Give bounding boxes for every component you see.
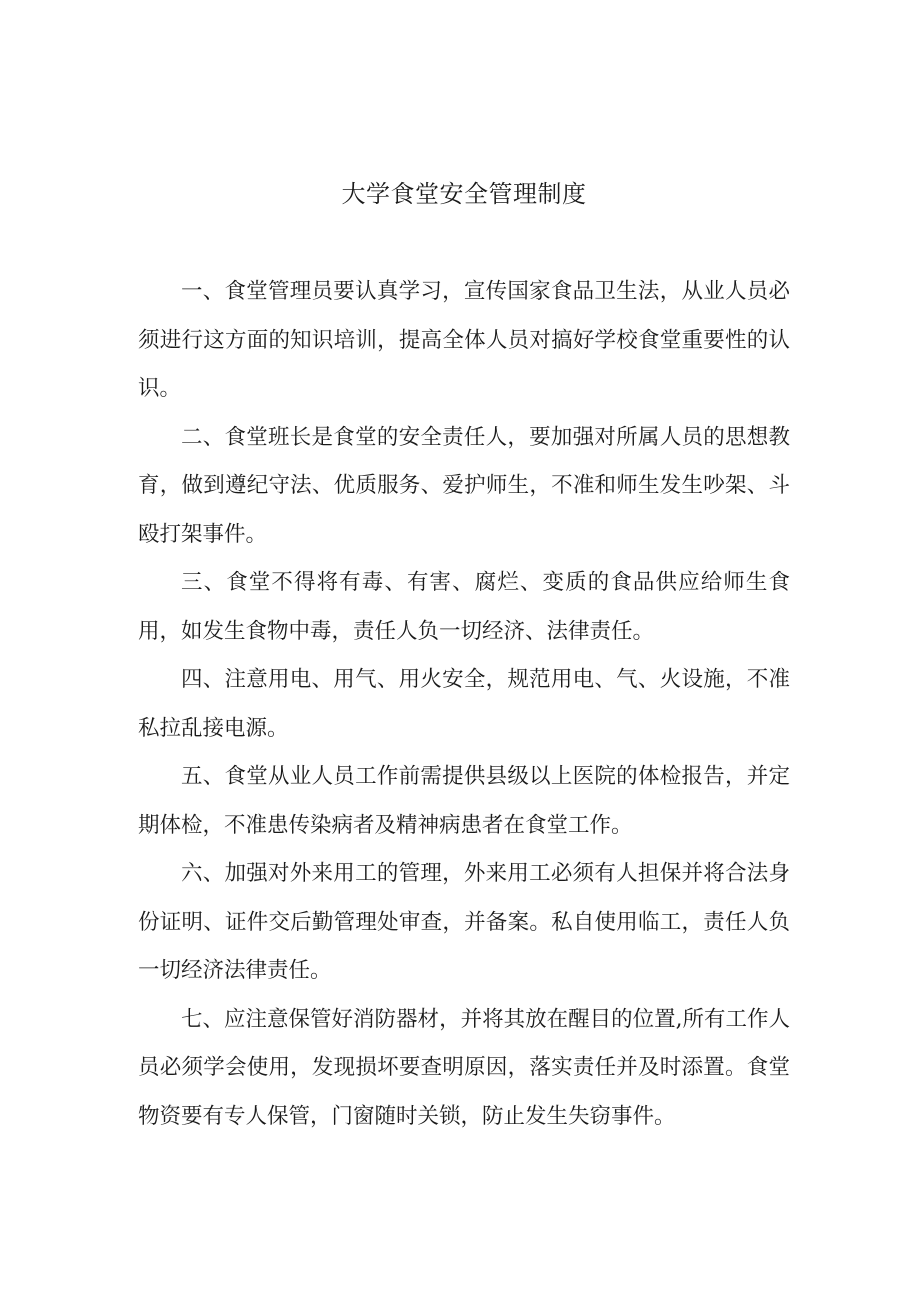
clause-6: 六、加强对外来用工的管理，外来用工必须有人担保并将合法身份证明、证件交后勤管理处审查，并备案。私自使用临工，责任人负一切经济法律责任。 xyxy=(138,861,790,983)
clause-2: 二、食堂班长是食堂的安全责任人，要加强对所属人员的思想教育，做到遵纪守法、优质服务、爱护师生，不准和师生发生吵架、斗殴打架事件。 xyxy=(138,424,790,547)
document-page xyxy=(138,176,790,1141)
clause-3: 三、食堂不得将有毒、有害、腐烂、变质的食品供应给师生食用，如发生食物中毒，责任人负一切经济、法律责任。 xyxy=(138,570,790,644)
clause-5: 五、食堂从业人员工作前需提供县级以上医院的体检报告，并定期体检，不准患传染病者及精神病患者在食堂工作。 xyxy=(138,764,790,838)
document-title: 大学食堂安全管理制度 xyxy=(341,180,587,208)
clause-4: 四、注意用电、用气、用火安全，规范用电、气、火设施，不准私拉乱接电源。 xyxy=(138,667,790,741)
clause-7: 七、应注意保管好消防器材，并将其放在醒目的位置,所有工作人员必须学会使用，发现损坏要查明原因，落实责任并及时添置。食堂物资要有专人保管，门窗随时关锁，防止发生失窃事件。 xyxy=(138,1006,790,1129)
clause-1: 一、食堂管理员要认真学习，宣传国家食品卫生法，从业人员必须进行这方面的知识培训，提高全体人员对搞好学校食堂重要性的认识。 xyxy=(138,279,790,401)
